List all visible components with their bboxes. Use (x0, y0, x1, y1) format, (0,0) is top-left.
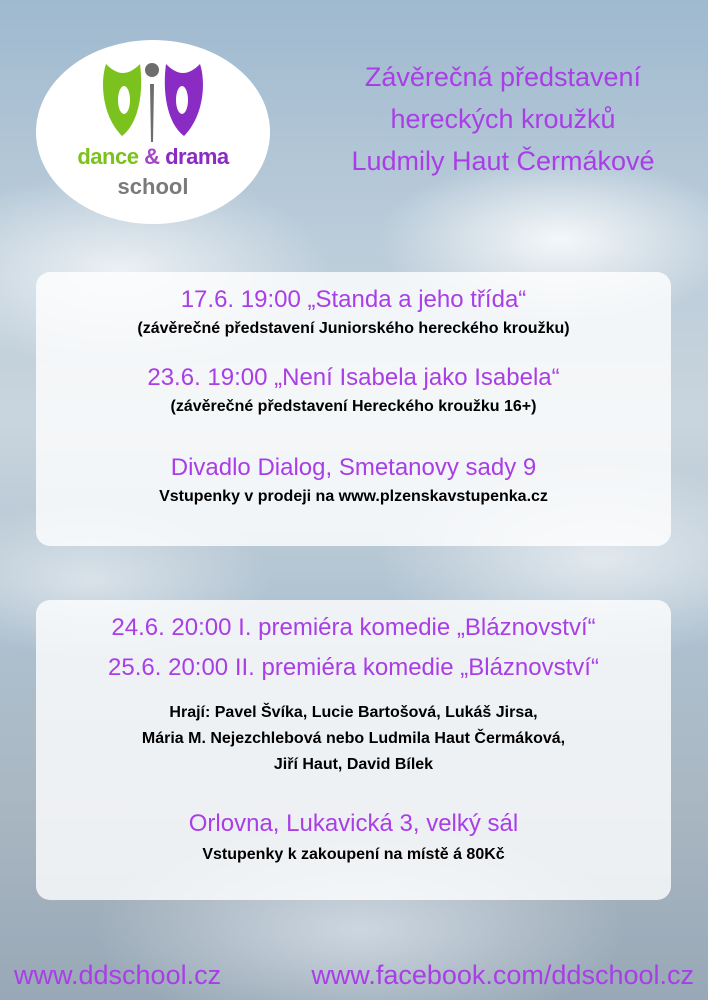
show1-title: 17.6. 19:00 „Standa a jeho třída“ (180, 286, 527, 313)
cast-line-3: Jiří Haut, David Bílek (273, 756, 434, 773)
dance-drama-school-logo (36, 40, 270, 224)
cast-line-1: Hrají: Pavel Švíka, Lucie Bartošová, Lukáš Jirsa, (169, 704, 538, 721)
facebook-link[interactable]: www.facebook.com/ddschool.cz (311, 960, 694, 990)
logo-mask-icon (98, 54, 208, 146)
show2-title: 23.6. 19:00 „Není Isabela jako Isabela“ (147, 364, 560, 391)
logo-ampersand: & (144, 144, 160, 169)
tickets-info-orlovna: Vstupenky k zakoupení na místě á 80Kč (202, 846, 505, 863)
dialog-theatre-panel (36, 272, 671, 546)
show2-note: (závěrečné představení Hereckého kroužku 16+) (170, 398, 537, 415)
venue-orlovna: Orlovna, Lukavická 3, velký sál (188, 810, 519, 837)
website-link[interactable]: www.ddschool.cz (14, 960, 222, 990)
logo-word-drama: drama (165, 144, 229, 169)
logo-word-dance: dance (77, 144, 139, 169)
premiere-2: 25.6. 20:00 II. premiéra komedie „Bláznovství“ (108, 654, 599, 681)
cast-line-2: Mária M. Nejezchlebová nebo Ludmila Haut Čermáková, (141, 730, 566, 747)
orlovna-panel (36, 600, 671, 900)
venue-dialog: Divadlo Dialog, Smetanovy sady 9 (170, 454, 537, 481)
tickets-info-dialog: Vstupenky v prodeji na www.plzenskavstupenka.cz (159, 488, 548, 505)
headline-line-1: Závěrečná představení (364, 62, 642, 92)
headline-line-2: hereckých kroužků (390, 104, 616, 134)
show1-note: (závěrečné představení Juniorského hereckého kroužku) (137, 320, 570, 337)
premiere-1: 24.6. 20:00 I. premiéra komedie „Bláznovství“ (111, 614, 596, 641)
poster-headline (298, 56, 708, 182)
headline-line-3: Ludmily Haut Čermákové (351, 146, 655, 176)
logo-brand-line1 (36, 144, 270, 170)
logo-word-school: school (117, 174, 189, 199)
